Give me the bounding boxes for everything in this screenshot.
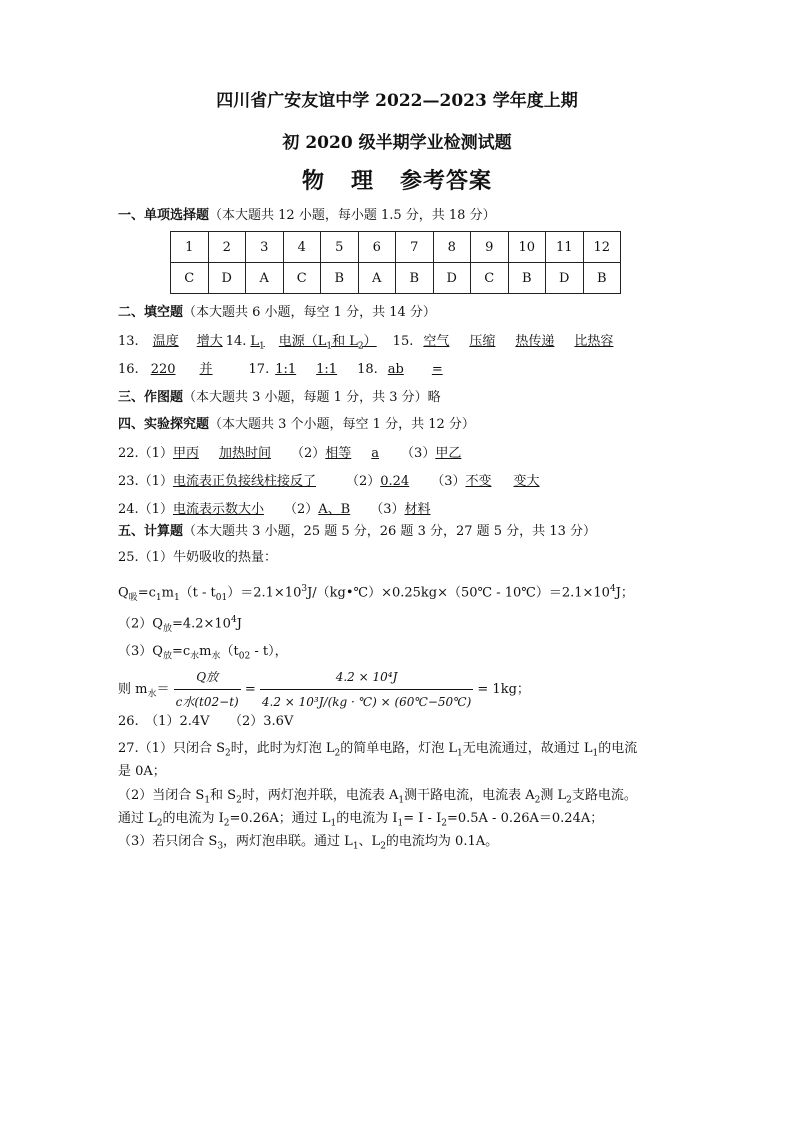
school-title: 四川省广安友谊中学 2022—2023 学年度上期 xyxy=(216,91,578,111)
section5-heading: 五、计算题 xyxy=(118,524,184,539)
q23-answer-1: 电流表正负接线柱接反了 xyxy=(172,474,316,489)
answer-cell: A xyxy=(246,263,284,294)
q17-answer-1: 1:1 xyxy=(275,362,297,377)
q27-part3: （3）若只闭合 $S_3$，两灯泡串联。通过 $L_1$、$L_2$的电流均为 0.1A。 xyxy=(118,834,499,852)
q16-answer-2: 并 xyxy=(199,362,213,377)
q13-answer-1: 温度 xyxy=(152,334,179,349)
q27-part1-line2: 是 0A； xyxy=(118,764,166,779)
q15-answer-4: 比热容 xyxy=(574,334,614,349)
answer-cell: B xyxy=(508,263,546,294)
q25-part1-label: 25.（1）牛奶吸收的热量： xyxy=(118,550,277,565)
fill-blank-line-13-15 xyxy=(118,333,613,356)
q25-part3: $(3)Q_放=c_水m_水(t_{02} - t)$， xyxy=(118,644,288,662)
q15-answer-2: 压缩 xyxy=(469,334,496,349)
section5-heading-line xyxy=(118,523,596,541)
q22-answer-4: a xyxy=(371,446,380,461)
q16-number: 16. xyxy=(118,362,139,377)
answer-cell: B xyxy=(396,263,434,294)
q22-line: 22.（1）甲丙 加热时间 （2）相等 a （3）甲乙 xyxy=(118,446,462,461)
section3-note: （本大题共 3 小题，每题 1 分，共 3 分）略 xyxy=(183,390,441,405)
question-number-cell: 10 xyxy=(508,232,546,263)
q23-answer-2: 0.24 xyxy=(380,474,410,489)
answer-cell: B xyxy=(583,263,621,294)
answer-key-label: 参考答案 xyxy=(400,168,493,194)
question-number-cell: 9 xyxy=(471,232,509,263)
q16-answer-1: 220 xyxy=(150,362,176,377)
q22-answer-5: 甲乙 xyxy=(435,446,462,461)
section2-heading: 二、填空题 xyxy=(118,305,184,320)
answer-cell: D xyxy=(208,263,246,294)
answer-cell: D xyxy=(433,263,471,294)
q18-answer-2: = xyxy=(431,362,443,377)
q18-answer-1: ab xyxy=(387,362,404,377)
question-number-cell: 6 xyxy=(358,232,396,263)
section4-heading-line xyxy=(118,416,475,434)
q22-answer-3: 相等 xyxy=(325,446,352,461)
q27-part2-line1: （2）当闭合 $S_1$和 $S_2$时，两灯泡并联，电流表 $A_1$测干路电流，电流表 $A_2$测 $L_2$支路电流。 xyxy=(118,788,637,806)
q24-answer-1: 电流表示数大小 xyxy=(172,502,264,517)
section1-note: （本大题共 12 小题，每小题 1.5 分，共 18 分） xyxy=(209,208,496,223)
q27-part2-line2: 通过 $L_2$的电流为 $I_2=0.26A$；通过 $L_1$的电流为 $I_1= I - I_2=0.5A - 0.26A=0.24A$； xyxy=(118,811,604,829)
question-number-cell: 4 xyxy=(283,232,321,263)
section1-heading: 一、单项选择题 xyxy=(118,208,210,223)
subject-char-2: 理 xyxy=(350,168,374,194)
q15-number: 15. xyxy=(392,334,414,349)
question-number-cell: 3 xyxy=(246,232,284,263)
question-number-cell: 1 xyxy=(171,232,209,263)
question-number-cell: 12 xyxy=(583,232,621,263)
section3-heading-line xyxy=(118,389,441,407)
section2-heading-line xyxy=(118,304,436,322)
q26-answer: 26. （1）2.4V （2）3.6V xyxy=(118,714,294,729)
answer-cell: D xyxy=(546,263,584,294)
question-number-cell: 8 xyxy=(433,232,471,263)
answer-cell: B xyxy=(321,263,359,294)
q17-answer-2: 1:1 xyxy=(316,362,338,377)
exam-title: 初 2020 级半期学业检测试题 xyxy=(282,133,512,153)
answer-cell: C xyxy=(283,263,321,294)
section3-heading: 三、作图题 xyxy=(118,390,184,405)
question-number-cell: 11 xyxy=(546,232,584,263)
q24-answer-3: 材料 xyxy=(404,502,431,517)
q14-answer-1: $L_1$ xyxy=(250,334,265,352)
q25-equation-1: $Q_吸=c_1m_1(t$ - $t_{01})=2.1\times 10^3J/(kg•℃)\times 0.25kg\times(50℃$ - $10℃)=2.1\times 10^4J$； xyxy=(118,584,634,603)
subject-title xyxy=(0,164,794,195)
q25-fraction-symbolic: $\frac{\text{Q放}}{\text{c水(t02−t)}}$ xyxy=(174,666,241,713)
section4-note: （本大题共 3 个小题，每空 1 分，共 12 分） xyxy=(209,417,475,432)
table-row-numbers xyxy=(171,232,621,263)
q14-number: 14. xyxy=(225,334,247,349)
q14-answer-2: 电源（$L_1$和 $L_2$） xyxy=(278,334,377,352)
section4-heading: 四、实验探究题 xyxy=(118,417,210,432)
q18-number: 18. xyxy=(357,362,378,377)
q22-answer-1: 甲丙 xyxy=(172,446,199,461)
section1-heading-line xyxy=(118,207,496,225)
section2-note: （本大题共 6 小题，每空 1 分，共 14 分） xyxy=(183,305,436,320)
q15-answer-3: 热传递 xyxy=(515,334,555,349)
q25-fraction-numeric: $\frac{\text{4.2 × 10⁴J}}{\text{4.2 × 10³J/(kg · ℃) × (60℃−50℃)}}$ xyxy=(260,666,473,713)
q22-answer-2: 加热时间 xyxy=(218,446,271,461)
q13-answer-2: 增大 xyxy=(196,334,223,349)
answer-cell: C xyxy=(471,263,509,294)
subject-char-1: 物 xyxy=(301,168,325,194)
q23-line: 23.（1）电流表正负接线柱接反了 （2）0.24 （3）不变 变大 xyxy=(118,474,540,489)
q13-number: 13. xyxy=(118,334,139,349)
q24-line: 24.（1）电流表示数大小 （2）A、B （3）材料 xyxy=(118,502,431,517)
fill-blank-line-16-18 xyxy=(118,361,443,379)
q17-number: 17. xyxy=(248,362,270,377)
q15-answer-1: 空气 xyxy=(423,334,450,349)
question-number-cell: 2 xyxy=(208,232,246,263)
question-number-cell: 5 xyxy=(321,232,359,263)
q23-answer-3: 不变 xyxy=(465,474,492,489)
question-number-cell: 7 xyxy=(396,232,434,263)
choice-answer-table xyxy=(170,231,621,294)
q25-part3-calc: 则 $m_水=$ $\frac{\text{Q放}}{\text{c水(t02−t)}}$ = $\frac{\text{4.2 × 10⁴J}}{\text{4.2 × 10³J/(kg · ℃) × (60℃−50℃)}}$ = 1kg； xyxy=(118,666,530,713)
section5-note: （本大题共 3 小题，25 题 5 分，26 题 3 分，27 题 5 分，共 13 分） xyxy=(183,524,596,539)
answer-cell: C xyxy=(171,263,209,294)
q25-part2: $(2)Q_放=4.2\times 10^4J$ xyxy=(118,615,242,634)
q27-part1-line1: 27.（1）只闭合 $S_2$时，此时为灯泡 $L_2$的简单电路，灯泡 $L_1$无电流通过，故通过 $L_1$的电流 xyxy=(118,741,638,759)
q24-answer-2: A、B xyxy=(318,502,351,517)
table-row-answers xyxy=(171,263,621,294)
q23-answer-4: 变大 xyxy=(513,474,540,489)
answer-cell: A xyxy=(358,263,396,294)
